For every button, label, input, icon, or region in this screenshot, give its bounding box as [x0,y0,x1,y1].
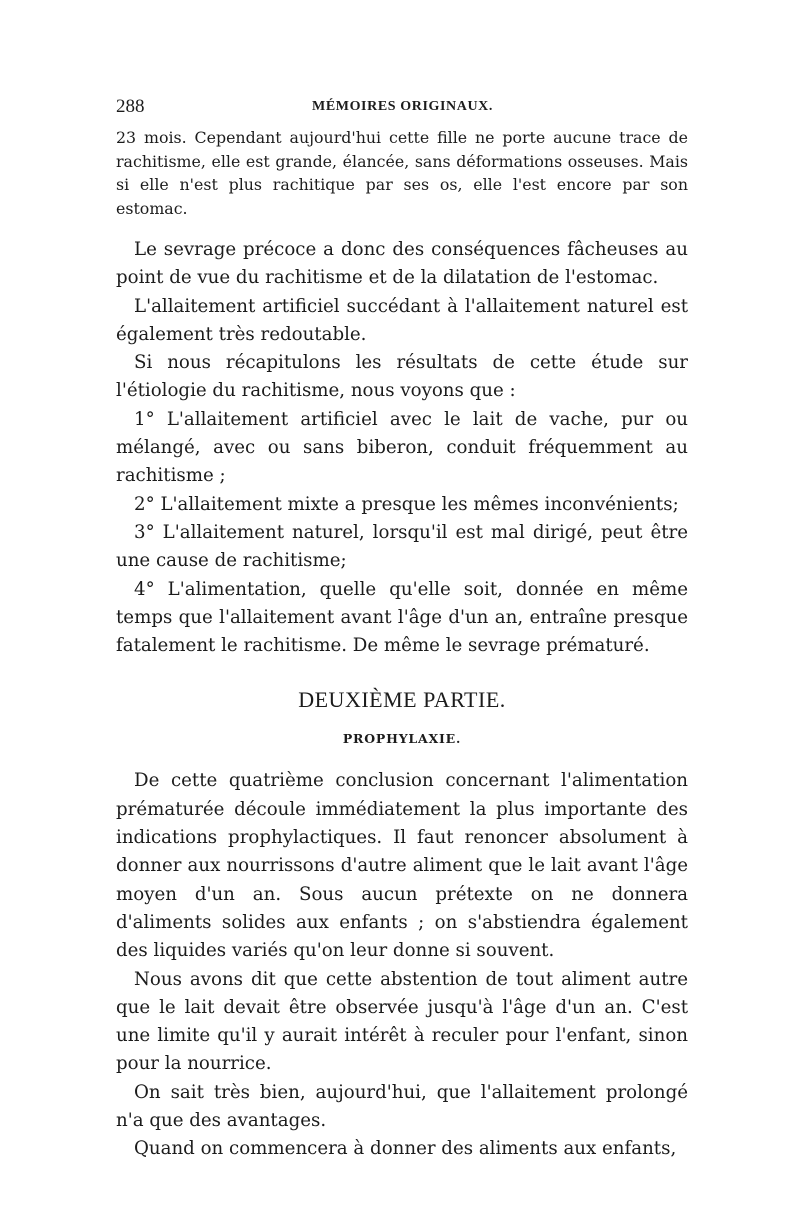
paragraph-recapitulation: Si nous récapitulons les résultats de cette étude sur l'étiologie du rachitisme, nous voyons que : [116,352,688,402]
conclusion-item-2: 2° L'allaitement mixte a presque les mêmes inconvénients; [134,493,679,515]
paragraph-prophylaxie-4: Quand on commencera à donner des aliments aux enfants, [134,1138,677,1160]
section-title: DEUXIÈME PARTIE. [298,687,506,713]
paragraph-prophylaxie-3: On sait très bien, aujourd'hui, que l'allaitement prolongé n'a que des avantages. [116,1081,688,1132]
conclusion-item-4: 4° L'alimentation, quelle qu'elle soit, donnée en même temps que l'allaitement avant l'âge d'un an, entraîne presque fatalement le rachitisme. De même le sevrage prématuré. [116,578,688,657]
paragraph-continued: 23 mois. Cependant aujourd'hui cette fille ne porte aucune trace de rachitisme, elle est grande, élancée, sans déformations osseuses. Mais si elle n'est plus rachitique par ses os, elle l'est encore par son estomac. [116,128,688,218]
section-subtitle: PROPHYLAXIE. [342,731,462,747]
book-page [116,96,688,1164]
paragraph-prophylaxie-2: Nous avons dit que cette abstention de tout aliment autre que le lait devait être observée jusqu'à l'âge d'un an. C'est une limite qu'il y aurait intérêt à reculer pour l'enfant, sinon pour la nourrice. [116,968,688,1075]
conclusion-item-3: 3° L'allaitement naturel, lorsqu'il est mal dirigé, peut être une cause de rachitisme; [116,521,688,572]
running-header [116,96,688,126]
paragraph-prophylaxie-1: De cette quatrième conclusion concernant l'alimentation prématurée découle immédiatement la plus importante des indications prophylactiques. Il faut renoncer absolument à donner aux nourrissons d'autre aliment que le lait avant l'âge moyen d'un an. Sous aucun prétexte on ne donnera d'aliments solides aux enfants ; on s'abstiendra également des liquides variés qu'on leur donne si souvent. [116,770,688,962]
paragraph-allaitement-artificiel: L'allaitement artificiel succédant à l'allaitement naturel est également très redoutable. [116,295,688,345]
conclusion-item-1: 1° L'allaitement artificiel avec le lait de vache, pur ou mélangé, avec ou sans biberon, conduit fréquemment au rachitisme ; [116,408,688,487]
paragraph-sevrage: Le sevrage précoce a donc des conséquences fâcheuses au point de vue du rachitisme et de la dilatation de l'estomac. [116,239,688,289]
running-title: MÉMOIRES ORIGINAUX. [312,99,493,114]
page-number: 288 [116,96,145,117]
